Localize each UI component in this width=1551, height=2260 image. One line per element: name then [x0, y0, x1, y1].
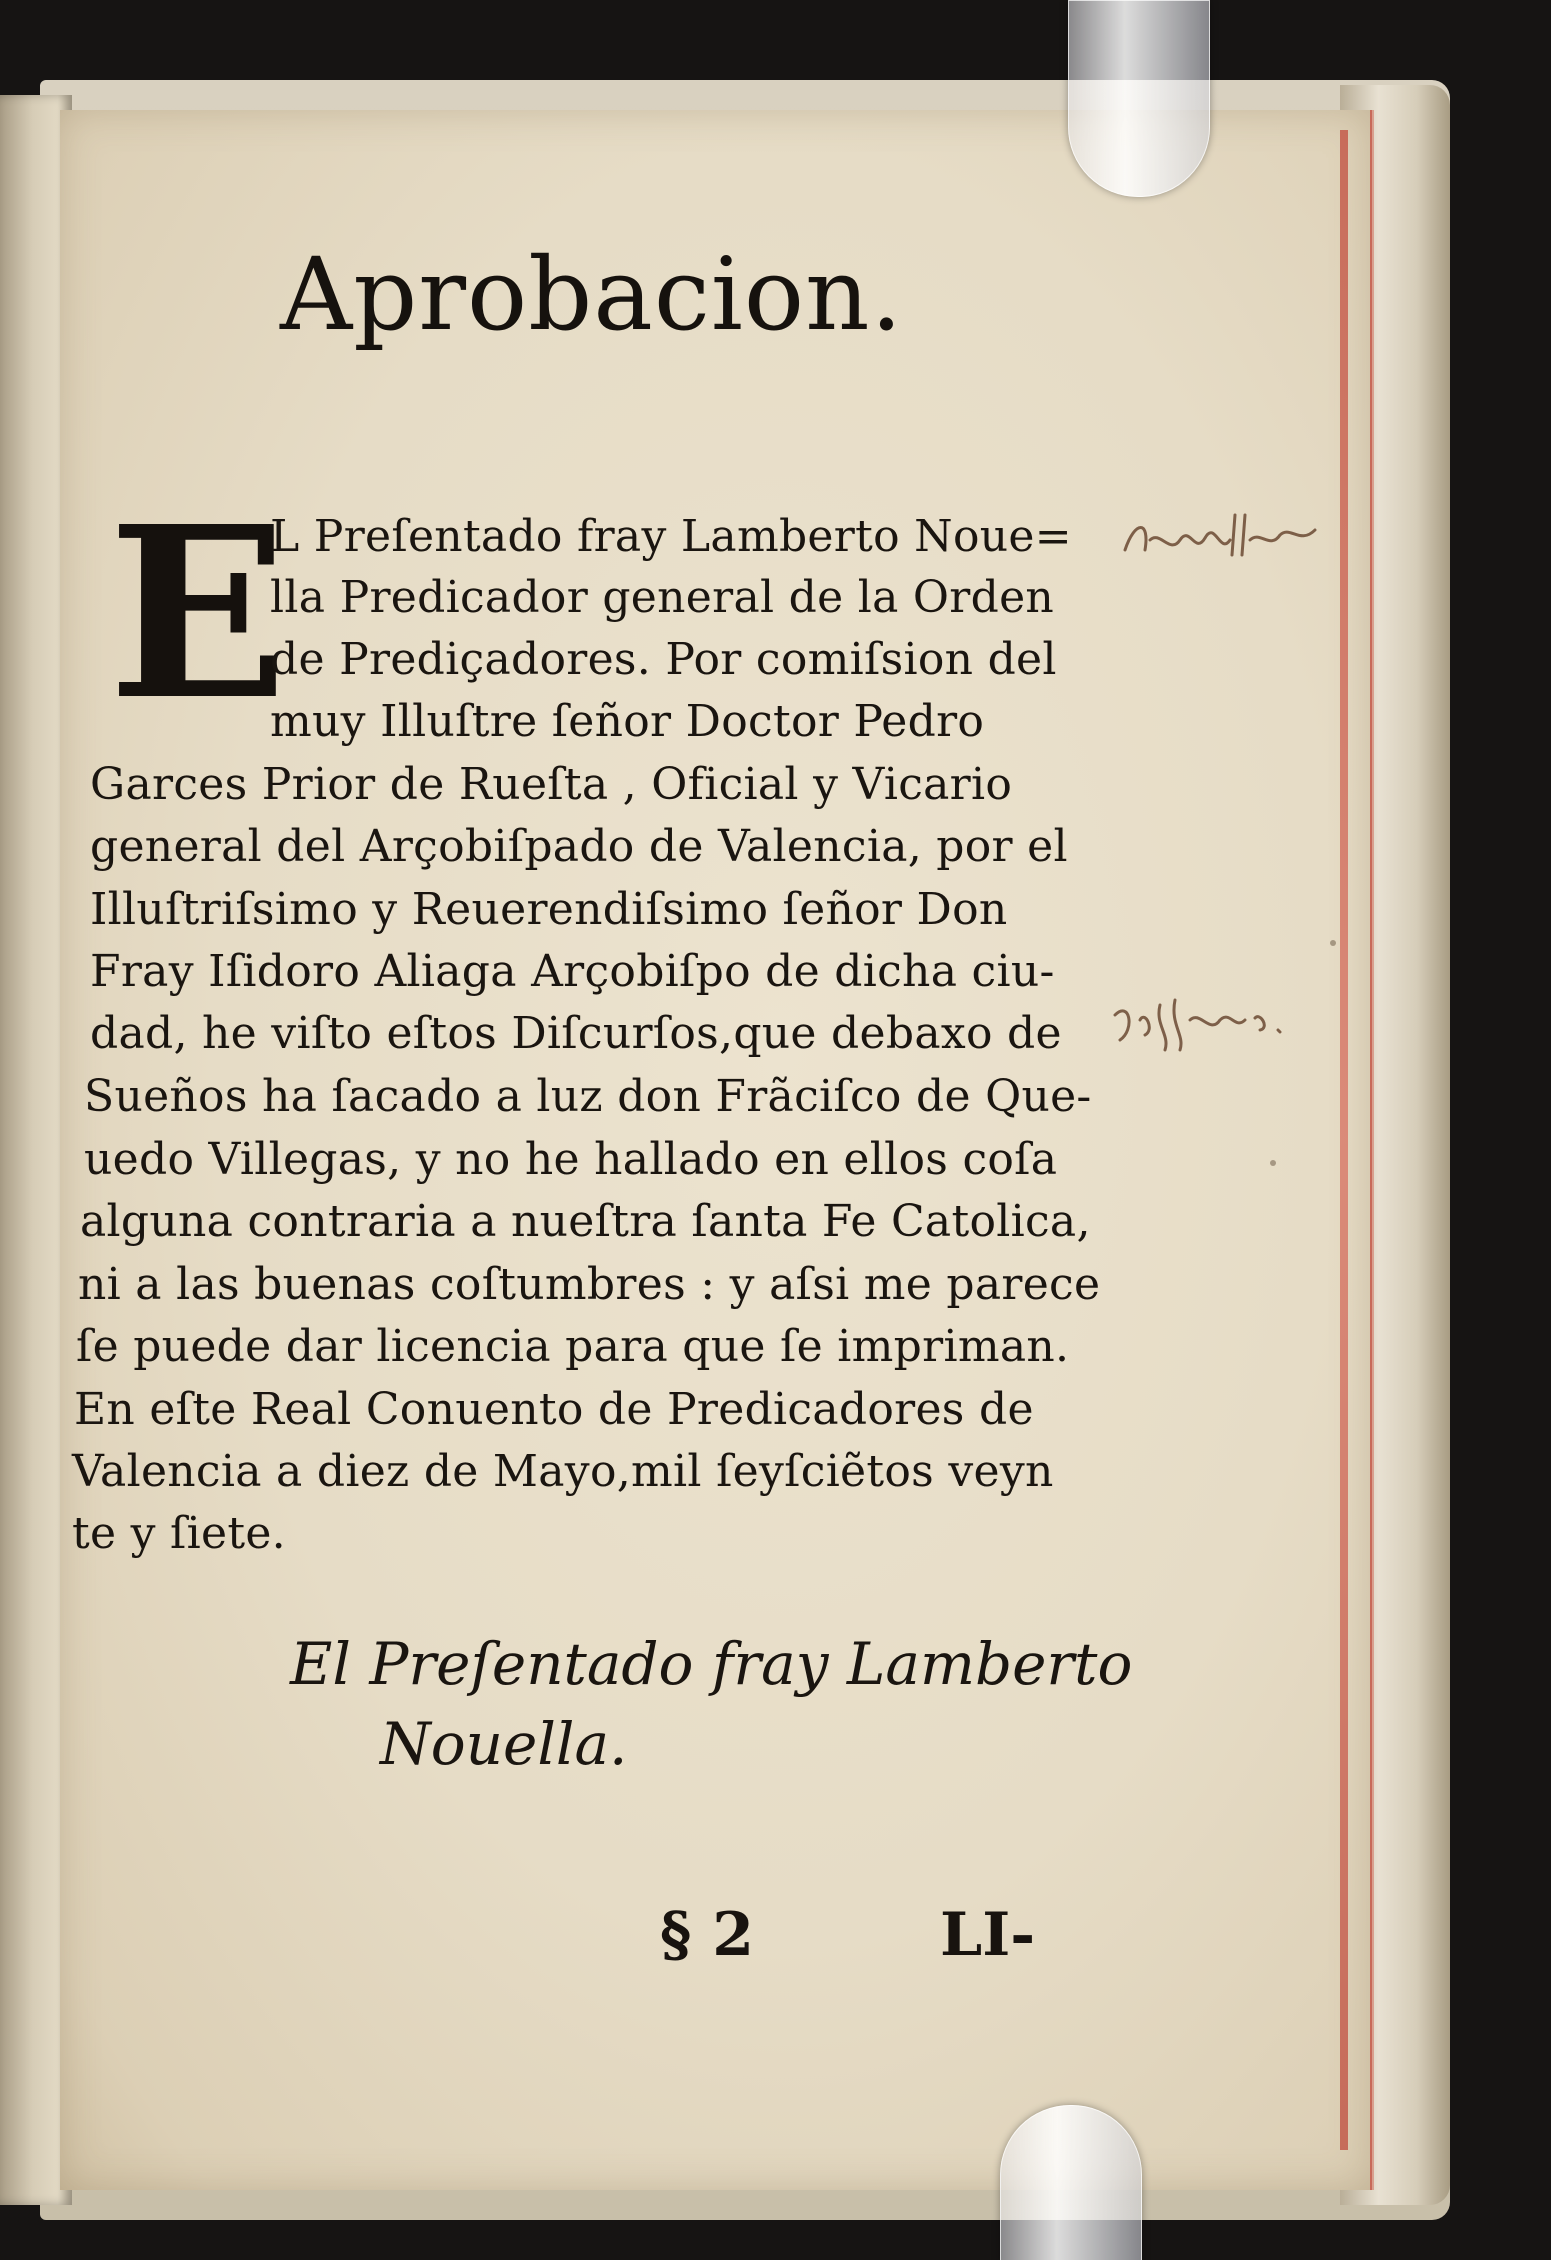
body-line: alguna contraria a nueſtra ſanta Fe Catolica, — [80, 1196, 1091, 1247]
ink-speck — [1330, 940, 1336, 946]
body-line: lla Predicador general de la Orden — [270, 572, 1055, 623]
body-line: ni a las buenas coſtumbres : y aſsi me parece — [78, 1259, 1101, 1310]
body-line: Sueños ha ſacado a luz don Frãciſco de Que- — [84, 1071, 1092, 1122]
body-line: Fray Iſidoro Aliaga Arçobiſpo de dicha ciu- — [90, 946, 1055, 997]
body-line: Garces Prior de Rueſta , Oficial y Vicario — [90, 759, 1013, 810]
body-line: dad, he viſto eſtos Diſcurſos,que debaxo de — [90, 1008, 1062, 1059]
body-line: Illuſtriſsimo y Reuerendiſsimo ſeñor Don — [90, 884, 1008, 935]
body-line: de Prediçadores. Por comiſsion del — [270, 634, 1057, 685]
page-content — [60, 110, 1370, 2190]
handwriting-scrawl-icon — [1120, 510, 1320, 570]
ink-speck — [1270, 1160, 1276, 1166]
body-line: muy Illuſtre ſeñor Doctor Pedro — [270, 696, 985, 747]
signature-line: El Preſentado fray Lamberto — [290, 1630, 1133, 1698]
handwriting-scrawl-icon — [1110, 990, 1290, 1060]
drop-cap: E — [108, 474, 288, 752]
body-line: L Preſentado fray Lamberto Noue= — [270, 511, 1072, 562]
body-line: te y ſiete. — [72, 1508, 286, 1559]
body-line: Valencia a diez de Mayo,mil ſeyſciẽtos veyn — [72, 1446, 1054, 1497]
handwritten-note — [1120, 510, 1320, 577]
handwritten-note — [1110, 990, 1290, 1067]
page-title: Aprobacion. — [280, 236, 904, 353]
body-line: En eſte Real Conuento de Predicadores de — [74, 1384, 1034, 1435]
body-line: ſe puede dar licencia para que ſe impriman. — [76, 1321, 1070, 1372]
body-line: uedo Villegas, y no he hallado en ellos coſa — [84, 1134, 1058, 1185]
signature-name: Nouella. — [380, 1710, 628, 1778]
body-line: general del Arçobiſpado de Valencia, por el — [90, 821, 1068, 872]
signature-mark: § 2 — [660, 1900, 755, 1970]
top-plastic-clip — [1068, 0, 1210, 197]
bottom-plastic-clip — [1000, 2105, 1142, 2260]
catchword: LI- — [940, 1900, 1036, 1970]
